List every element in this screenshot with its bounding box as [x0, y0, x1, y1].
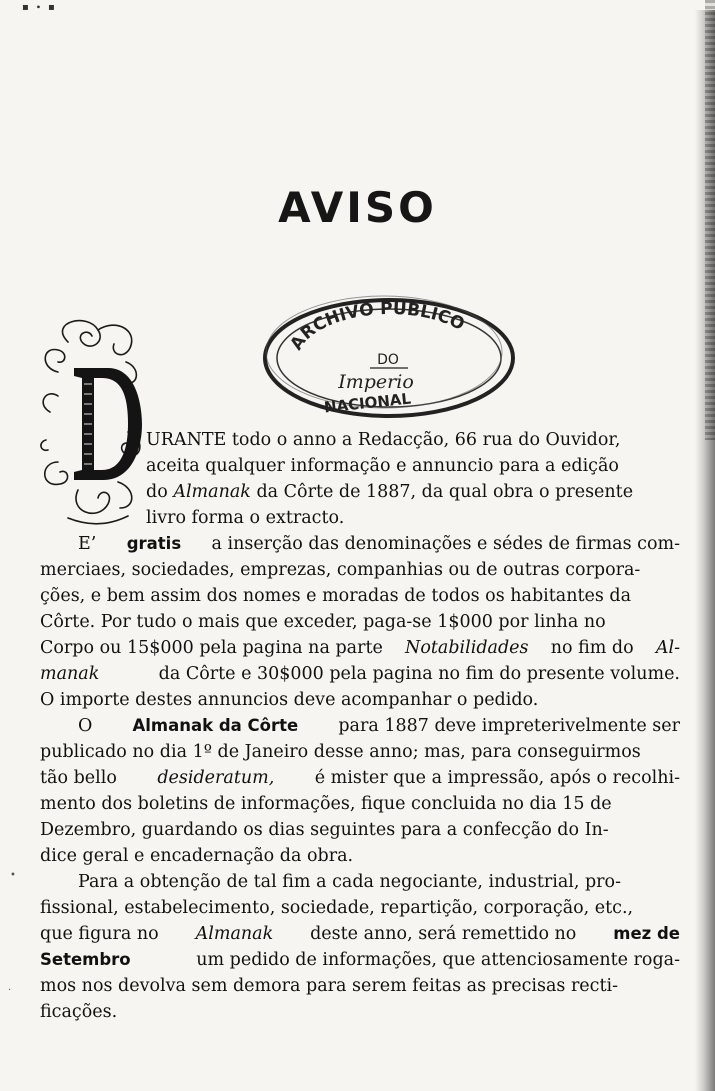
- text-span-italic: Notabilidades: [405, 638, 529, 658]
- text-span: tão bello: [40, 768, 117, 788]
- margin-dot: ·: [8, 985, 12, 996]
- stamp-text-nacional: NACIONAL: [323, 389, 412, 417]
- margin-dot: •: [10, 870, 16, 881]
- page-title: AVISO: [278, 183, 437, 232]
- body-line: Para a obtenção de tal fim a cada negociante, industrial, pro-: [78, 872, 621, 892]
- body-line: [40, 921, 680, 947]
- text-span-italic: Al-: [655, 638, 680, 658]
- text-span-bold: Setembro: [40, 950, 131, 969]
- text-span: é mister que a impressão, após o recolhi-: [314, 768, 680, 788]
- intro-line: livro forma o extracto.: [146, 508, 345, 528]
- intro-line: [146, 479, 680, 505]
- text-span: deste anno, será remettido no: [310, 924, 577, 944]
- stamp-text-top: ARCHIVO PUBLICO: [286, 298, 468, 354]
- text-span-bold: gratis: [126, 534, 182, 553]
- body-line: ficações.: [40, 1002, 118, 1022]
- text-span: a inserção das denominações e sédes de firmas com-: [211, 534, 680, 554]
- intro-paragraph: [146, 427, 680, 531]
- body-line: ções, e bem assim dos nomes e moradas de todos os habitantes da: [40, 586, 632, 606]
- body-line: [40, 765, 680, 791]
- body-line: [40, 531, 680, 557]
- body-line: [40, 661, 680, 687]
- text-span: no fim do: [550, 638, 634, 658]
- body-line: Dezembro, guardando os dias seguintes para a confecção do In-: [40, 820, 609, 840]
- text-span: E’: [78, 534, 97, 554]
- body-line: Côrte. Por tudo o mais que exceder, paga-se 1$000 por linha no: [40, 612, 606, 632]
- body-line: [40, 713, 680, 739]
- archive-stamp: [258, 290, 520, 420]
- body-line: [40, 947, 680, 973]
- corner-marks: ▪ ∙ ▪: [22, 2, 57, 13]
- body-line: merciaes, sociedades, emprezas, companhias ou de outras corpora-: [40, 560, 641, 580]
- text-span-italic: Almanak: [195, 924, 274, 944]
- intro-line: aceita qualquer informação e annuncio para a edição: [146, 456, 619, 476]
- text-span: da Côrte e 30$000 pela pagina no fim do presente volume.: [158, 664, 680, 684]
- text-span: Corpo ou 15$000 pela pagina na parte: [40, 638, 383, 658]
- text-span-bold: mez de: [613, 924, 680, 943]
- body-line: O importe destes annuncios deve acompanhar o pedido.: [40, 690, 539, 710]
- text-span: que figura no: [40, 924, 159, 944]
- intro-line: URANTE todo o anno a Redacção, 66 rua do Ouvidor,: [146, 430, 621, 450]
- body-line: publicado no dia 1º de Janeiro desse anno; mas, para conseguirmos: [40, 742, 641, 762]
- text-span-bold: Almanak da Côrte: [132, 716, 299, 735]
- text-span: um pedido de informações, que attenciosamente roga-: [196, 950, 680, 970]
- notice-body: [40, 531, 680, 1025]
- body-line: fissional, estabelecimento, sociedade, repartição, corporação, etc.,: [40, 898, 634, 918]
- stamp-text-imperio: Imperio: [338, 371, 414, 393]
- text-span-italic: manak: [40, 664, 100, 684]
- stamp-text-do: DO: [377, 352, 399, 368]
- text-span: O: [78, 716, 93, 736]
- text-span: para 1887 deve impreterivelmente ser: [338, 716, 680, 736]
- body-line: mos nos devolva sem demora para serem feitas as precisas recti-: [40, 976, 619, 996]
- body-line: dice geral e encadernação da obra.: [40, 846, 354, 866]
- body-line: [40, 635, 680, 661]
- ornamental-dropcap-icon: [38, 312, 146, 530]
- text-span-italic: desideratum,: [157, 768, 275, 788]
- intro-text: do Almanak da Côrte de 1887, da qual obra o presente: [146, 482, 634, 502]
- body-line: mento dos boletins de informações, fique concluida no dia 15 de: [40, 794, 612, 814]
